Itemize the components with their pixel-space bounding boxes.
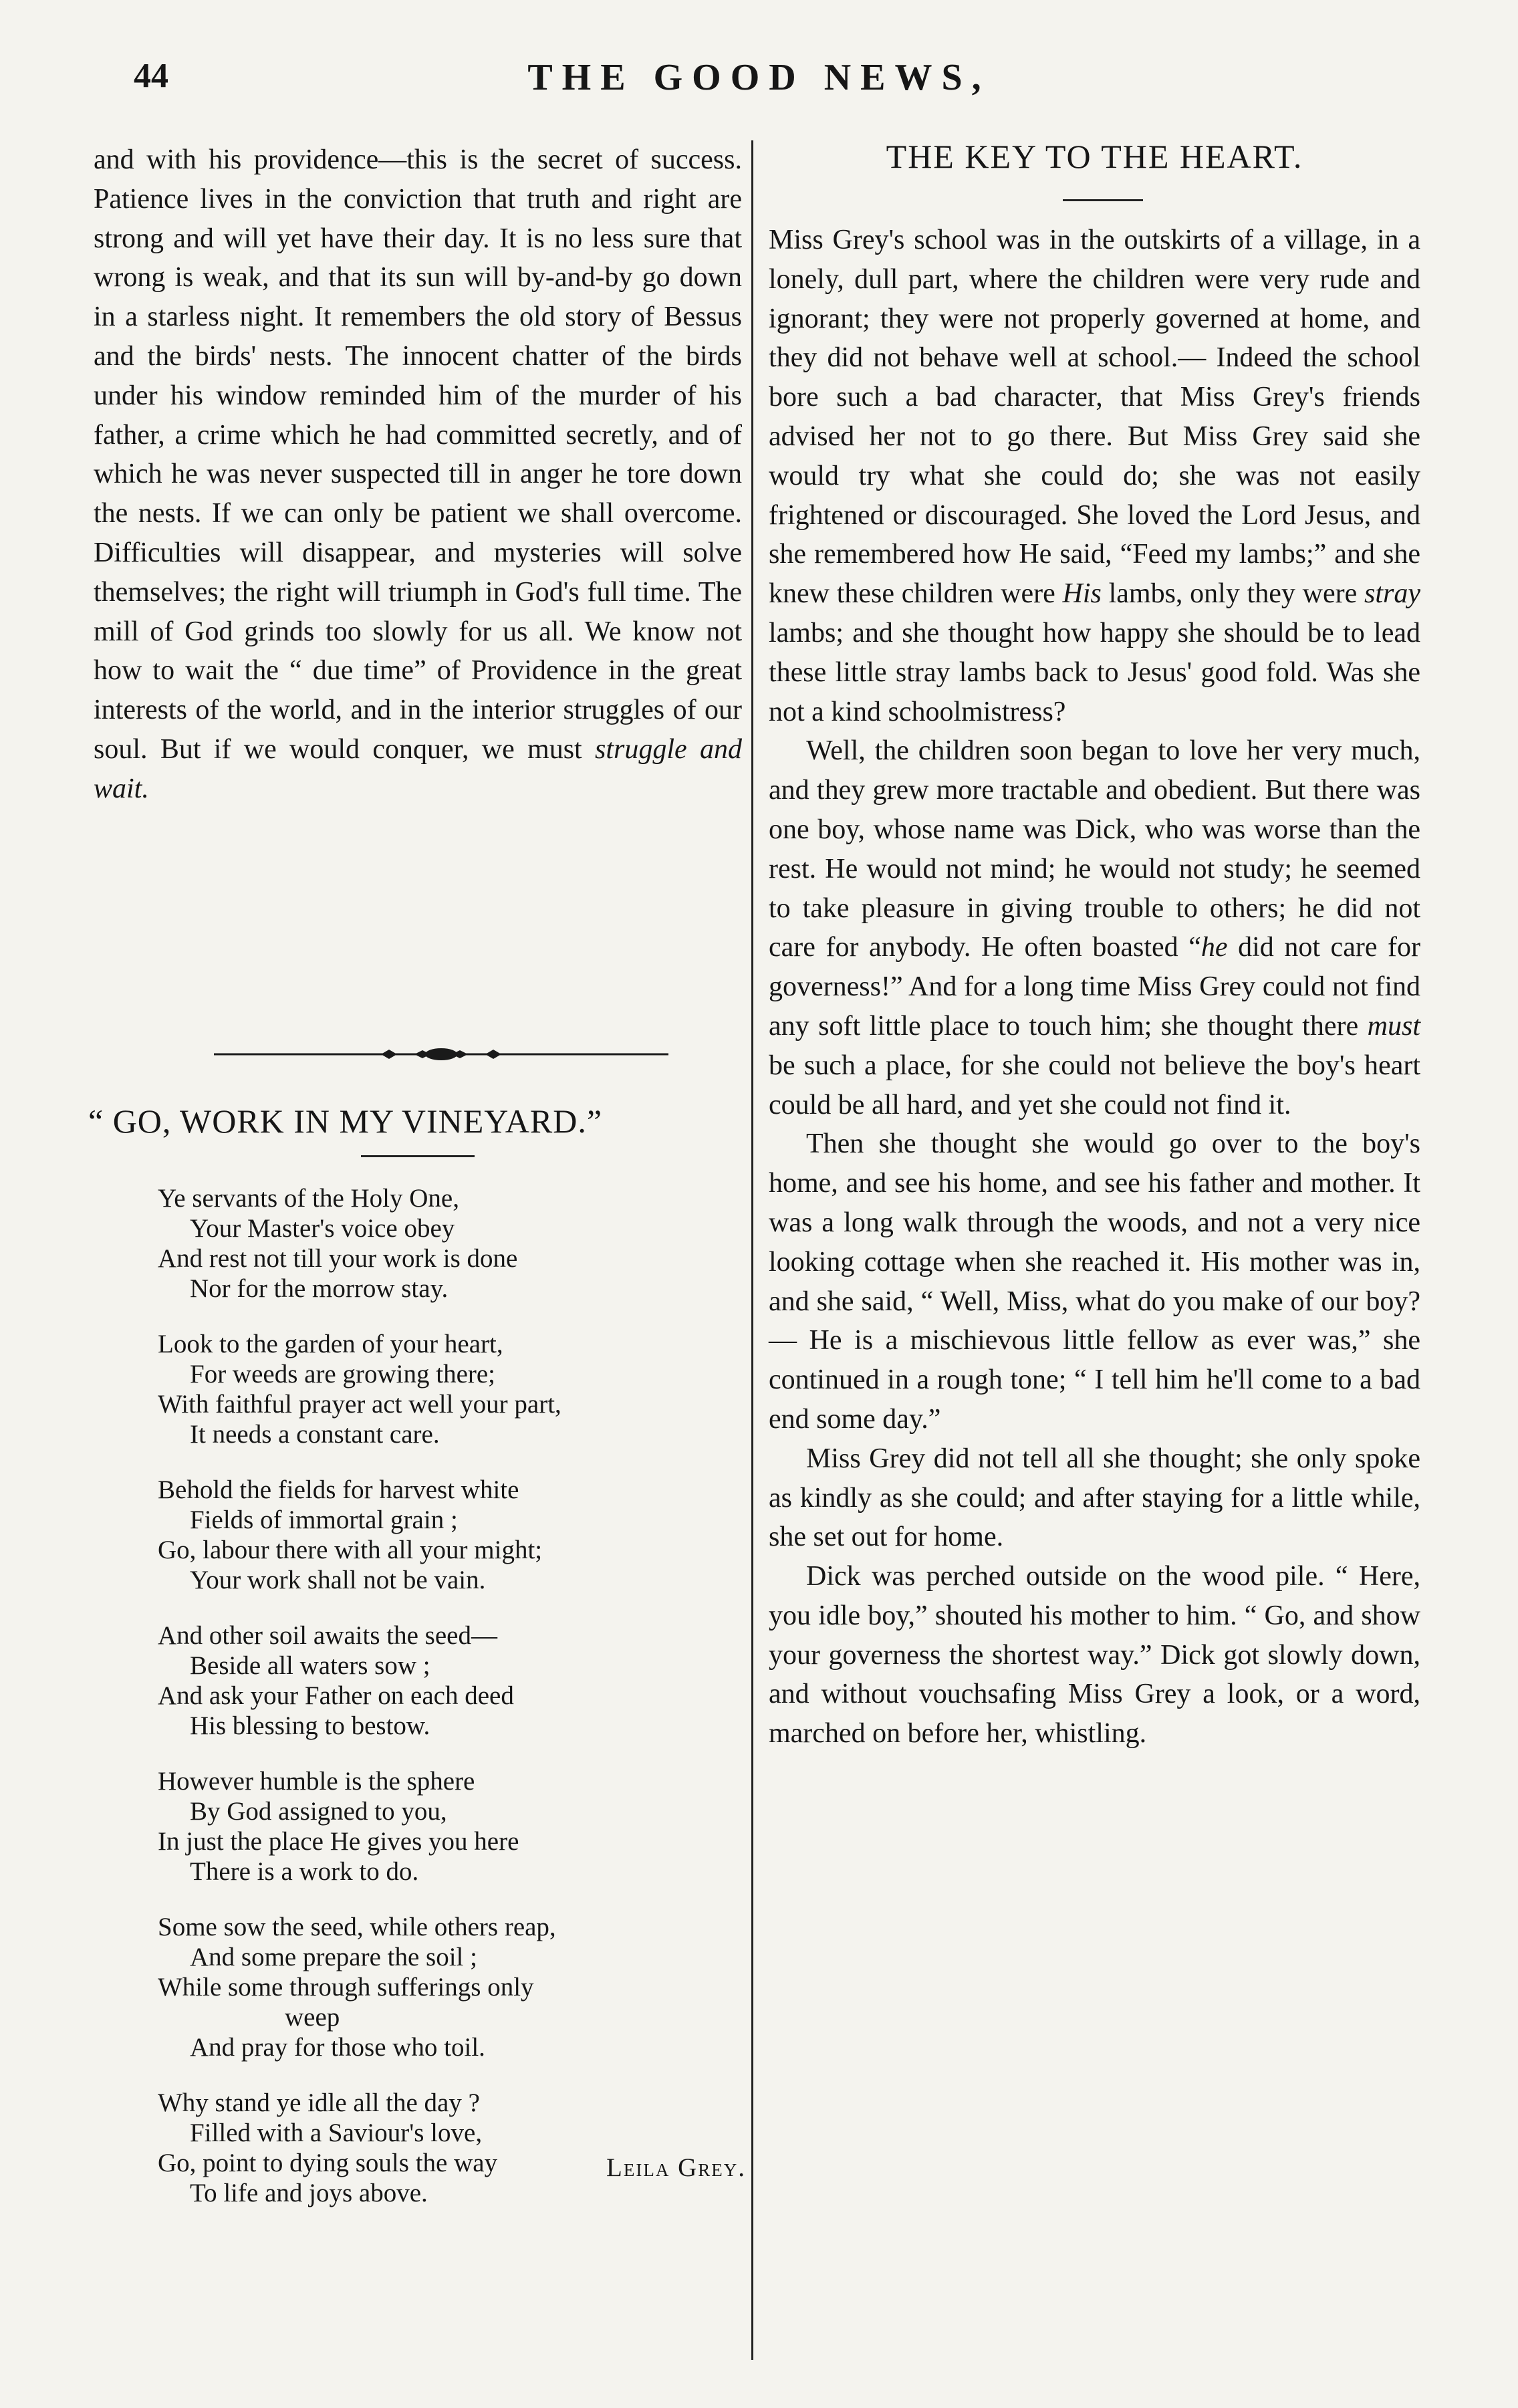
story-paragraph-3: Then she thought she would go over to the boy's home, and see his home, and see his father and mother. It was a long walk through the woods, and not a very nice looking cottage when she reached it. His mother was in, and she said, “ Well, Miss, what do you make of our boy?— He is a mischievous little fellow as ever was,” she continued in a rough tone; “ I tell him he'll come to a bad end some day.” (769, 1128, 1420, 1435)
stanza-2 (158, 1329, 746, 1449)
poem-line: In just the place He gives you here (158, 1827, 519, 1856)
poem-line: Why stand ye idle all the day ? (158, 2088, 480, 2117)
story-text: lambs; and she thought how happy she should be to lead these little stray lambs back to Jesus' good fold. Was she not a kind schoolmistress? (769, 617, 1420, 727)
story-paragraph-5: Dick was perched outside on the wood pile. “ Here, you idle boy,” shouted his mother to him. “ Go, and show your governess the shortest way.” Dick got slowly down, and without vouchsafing Miss Grey a look, or a word, marched on before her, whistling. (769, 1561, 1420, 1750)
poem-line: There is a work to do. (190, 1857, 419, 1886)
poem-line: And other soil awaits the seed— (158, 1621, 497, 1650)
vineyard-poem (158, 1183, 746, 2234)
poem-line: Your Master's voice obey (190, 1214, 455, 1243)
key-to-heart-title: THE KEY TO THE HEART. (886, 138, 1303, 175)
stanza-4 (158, 1620, 746, 1741)
story-paragraph-2 (769, 731, 1420, 1124)
story-text: did not care for governess!” And for a long time Miss Grey could not find any soft little place to touch him; she thought there (769, 932, 1420, 1042)
emphasis-must: must (1367, 1010, 1420, 1042)
poem-line: Your work shall not be vain. (190, 1566, 486, 1594)
title-rule (1063, 199, 1143, 201)
patience-paragraph (94, 140, 742, 809)
poem-line: His blessing to bestow. (190, 1711, 430, 1740)
story-text: lambs, only they were (1108, 578, 1358, 610)
right-column (769, 221, 1420, 1754)
poem-line: Go, labour there with all your might; (158, 1536, 543, 1564)
poem-line: However humble is the sphere (158, 1767, 475, 1796)
stanza-3 (158, 1475, 746, 1595)
left-column (94, 140, 742, 809)
title-rule (361, 1155, 475, 1157)
stanza-1 (158, 1183, 746, 1304)
stanza-6 (158, 1912, 746, 2062)
masthead: THE GOOD NEWS, (527, 57, 991, 98)
story-text: Miss Grey's school was in the outskirts of a village, in a lonely, dull part, where the children were very rude and ignorant; they were not properly governed at home, and they did not behave well at school.— Indeed the school bore such a bad character, that Miss Grey's friends advised her not to go there. But Miss Grey said she would try what she could do; she was not easily frightened or discouraged. She loved the Lord Jesus, and she remembered how He said, “Feed my lambs;” and she knew these children were (769, 225, 1420, 610)
story-text: be such a place, for she could not believe the boy's heart could be all hard, and yet she could not find it. (769, 1050, 1420, 1120)
poem-line: And pray for those who toil. (190, 2033, 485, 2062)
poem-line: Nor for the morrow stay. (190, 1274, 449, 1303)
story-paragraph-1 (769, 221, 1420, 731)
poem-line: While some through sufferings only (158, 1973, 534, 2002)
emphasis-his: His (1062, 578, 1102, 610)
poem-line: Fields of immortal grain ; (190, 1506, 458, 1534)
stanza-7 (158, 2088, 746, 2208)
poem-line: And some prepare the soil ; (190, 1943, 477, 1971)
poem-line: And rest not till your work is done (158, 1244, 518, 1273)
poem-line: Ye servants of the Holy One, (158, 1184, 459, 1213)
story-paragraph-4: Miss Grey did not tell all she thought; she only spoke as kindly as she could; and after staying for a little while, she set out for home. (769, 1443, 1420, 1553)
page-number: 44 (134, 57, 168, 95)
emphasis-he: he (1200, 932, 1228, 963)
patience-text: and with his providence—this is the secret of success. Patience lives in the conviction that truth and right are strong and will yet have their day. It is no less sure that wrong is weak, and that its sun will by-and-by go down in a starless night. It remembers the old story of Bessus and the birds' nests. The innocent chatter of the birds under his window reminded him of the murder of his father, a crime which he had committed secretly, and of which he was never suspected till in anger he tore down the nests. If we can only be patient we shall overcome. Difficulties will disappear, and mysteries will solve themselves; the right will triumph in God's full time. The mill of God grinds too slowly for us all. We know not how to wait the “ due time” of Providence in the great interests of the world, and in the interior struggles of our soul. But if we would conquer, we must (94, 144, 742, 765)
poem-line: To life and joys above. (190, 2179, 428, 2207)
poem-line: For weeds are growing there; (190, 1360, 496, 1389)
poem-line: Go, point to dying souls the way (158, 2149, 498, 2177)
emphasis-stray: stray (1364, 578, 1420, 610)
story-text: Well, the children soon began to love her very much, and they grew more tractable and obedient. But there was one boy, whose name was Dick, who was worse than the rest. He would not mind; he would not study; he seemed to take pleasure in giving trouble to others; he did not care for anybody. He often boasted “ (769, 735, 1420, 963)
poem-line: With faithful prayer act well your part, (158, 1390, 561, 1419)
column-divider (751, 140, 753, 2360)
poem-line: Behold the fields for harvest white (158, 1475, 519, 1504)
ornamental-rule (214, 1048, 668, 1061)
poem-line: Beside all waters sow ; (190, 1651, 430, 1680)
poem-author: Leila Grey. (606, 2153, 746, 2182)
poem-line: It needs a constant care. (190, 1420, 440, 1449)
poem-line: Some sow the seed, while others reap, (158, 1913, 556, 1941)
struggle-and-wait: struggle and wait. (94, 733, 743, 804)
poem-line: weep (285, 2003, 340, 2032)
vineyard-title: “ GO, WORK IN MY VINEYARD.” (88, 1102, 603, 1140)
poem-line: Filled with a Saviour's love, (190, 2119, 483, 2147)
stanza-5 (158, 1766, 746, 1887)
poem-line: And ask your Father on each deed (158, 1681, 514, 1710)
poem-line: By God assigned to you, (190, 1797, 447, 1826)
poem-line: Look to the garden of your heart, (158, 1330, 503, 1358)
